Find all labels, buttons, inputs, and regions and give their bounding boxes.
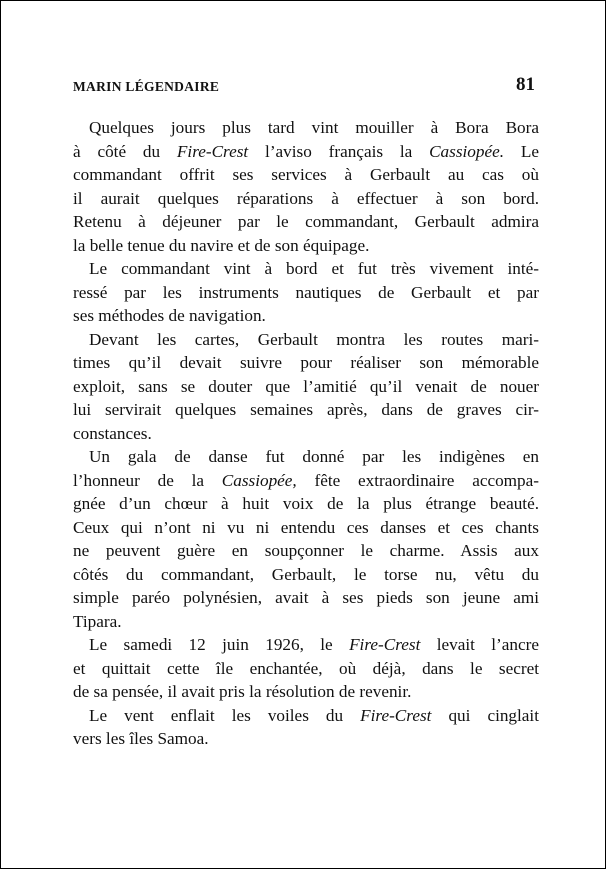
italic-title: Cassiopée.	[429, 141, 505, 161]
text-line	[73, 351, 539, 375]
text-line	[73, 633, 539, 657]
text-line	[73, 563, 539, 587]
text-run: exploit, sans se douter que l’amitié qu’il venait de nouer	[73, 376, 539, 396]
text-line	[73, 304, 539, 328]
text-run: gnée d’un chœur à huit voix de la plus étrange beauté.	[73, 494, 539, 513]
text-line	[73, 492, 539, 516]
text-run: commandant offrit ses services à Gerbault au cas où	[73, 165, 539, 184]
text-run: Le	[504, 141, 539, 161]
text-run: levait l’ancre	[420, 635, 539, 654]
paragraph	[73, 116, 539, 257]
text-line	[73, 516, 539, 540]
text-line	[73, 140, 539, 164]
paragraph	[73, 257, 539, 328]
text-run: et quittait cette île enchantée, où déjà, dans le secret	[73, 658, 539, 678]
text-run: Un gala de danse fut donné par les indigènes en	[89, 447, 539, 466]
text-run: simple paréo polynésien, avait à ses pieds son jeune ami	[73, 588, 539, 607]
text-run: l’honneur de la	[73, 470, 222, 490]
text-run: de sa pensée, il avait pris la résolution de revenir.	[73, 682, 412, 701]
text-run: il aurait quelques réparations à effectuer à son bord.	[73, 188, 539, 208]
text-run: Retenu à déjeuner par le commandant, Gerbault admira	[73, 212, 539, 231]
text-line	[73, 116, 539, 140]
text-run: Ceux qui n’ont ni vu ni entendu ces danses et ces chants	[73, 517, 539, 537]
italic-title: Fire-Crest	[360, 705, 432, 725]
text-line	[73, 727, 539, 751]
text-line	[73, 610, 539, 634]
text-line	[73, 187, 539, 211]
text-run: qui cinglait	[431, 705, 539, 725]
italic-title: Fire-Crest	[349, 635, 421, 654]
text-run: Devant les cartes, Gerbault montra les routes mari-	[89, 329, 539, 349]
text-run: constances.	[73, 423, 152, 443]
text-run: vers les îles Samoa.	[73, 729, 209, 748]
italic-title: Fire-Crest	[176, 141, 249, 161]
text-line	[73, 422, 539, 446]
italic-title: Cassiopée,	[221, 470, 297, 490]
text-run: la belle tenue du navire et de son équipage.	[73, 235, 370, 255]
text-line	[73, 210, 539, 234]
text-run: ses méthodes de navigation.	[73, 306, 266, 325]
text-run: côtés du commandant, Gerbault, le torse nu, vêtu du	[73, 564, 539, 584]
text-run: fête extraordinaire accompa-	[296, 470, 539, 490]
text-run: times qu’il devait suivre pour réaliser son mémorable	[73, 353, 539, 372]
paragraph	[73, 445, 539, 633]
text-line	[73, 680, 539, 704]
body-text	[73, 116, 539, 751]
text-line	[73, 281, 539, 305]
text-line	[73, 539, 539, 563]
text-line	[73, 163, 539, 187]
text-run: Le commandant vint à bord et fut très vivement inté-	[89, 259, 539, 278]
page-number: 81	[516, 74, 535, 95]
text-line	[73, 375, 539, 399]
text-run: Le samedi 12 juin 1926, le	[89, 635, 350, 654]
text-run: lui servirait quelques semaines après, dans de graves cir-	[73, 400, 539, 419]
text-line	[73, 657, 539, 681]
text-line	[73, 469, 539, 493]
text-run: l’aviso français la	[248, 141, 430, 161]
text-run: ressé par les instruments nautiques de Gerbault et par	[73, 282, 539, 302]
text-line	[73, 445, 539, 469]
text-run: Quelques jours plus tard vint mouiller à Bora Bora	[89, 118, 539, 137]
paragraph	[73, 328, 539, 446]
text-run: à côté du	[73, 141, 177, 161]
text-line	[73, 257, 539, 281]
text-line	[73, 398, 539, 422]
text-run: ne peuvent guère en soupçonner le charme. Assis aux	[73, 541, 539, 560]
text-line	[73, 586, 539, 610]
text-line	[73, 704, 539, 728]
running-title: MARIN LÉGENDAIRE	[73, 79, 220, 94]
text-run: Le vent enflait les voiles du	[89, 705, 361, 725]
text-line	[73, 234, 539, 258]
text-run: Tipara.	[73, 611, 122, 631]
paragraph	[73, 704, 539, 751]
text-line	[73, 328, 539, 352]
paragraph	[73, 633, 539, 704]
